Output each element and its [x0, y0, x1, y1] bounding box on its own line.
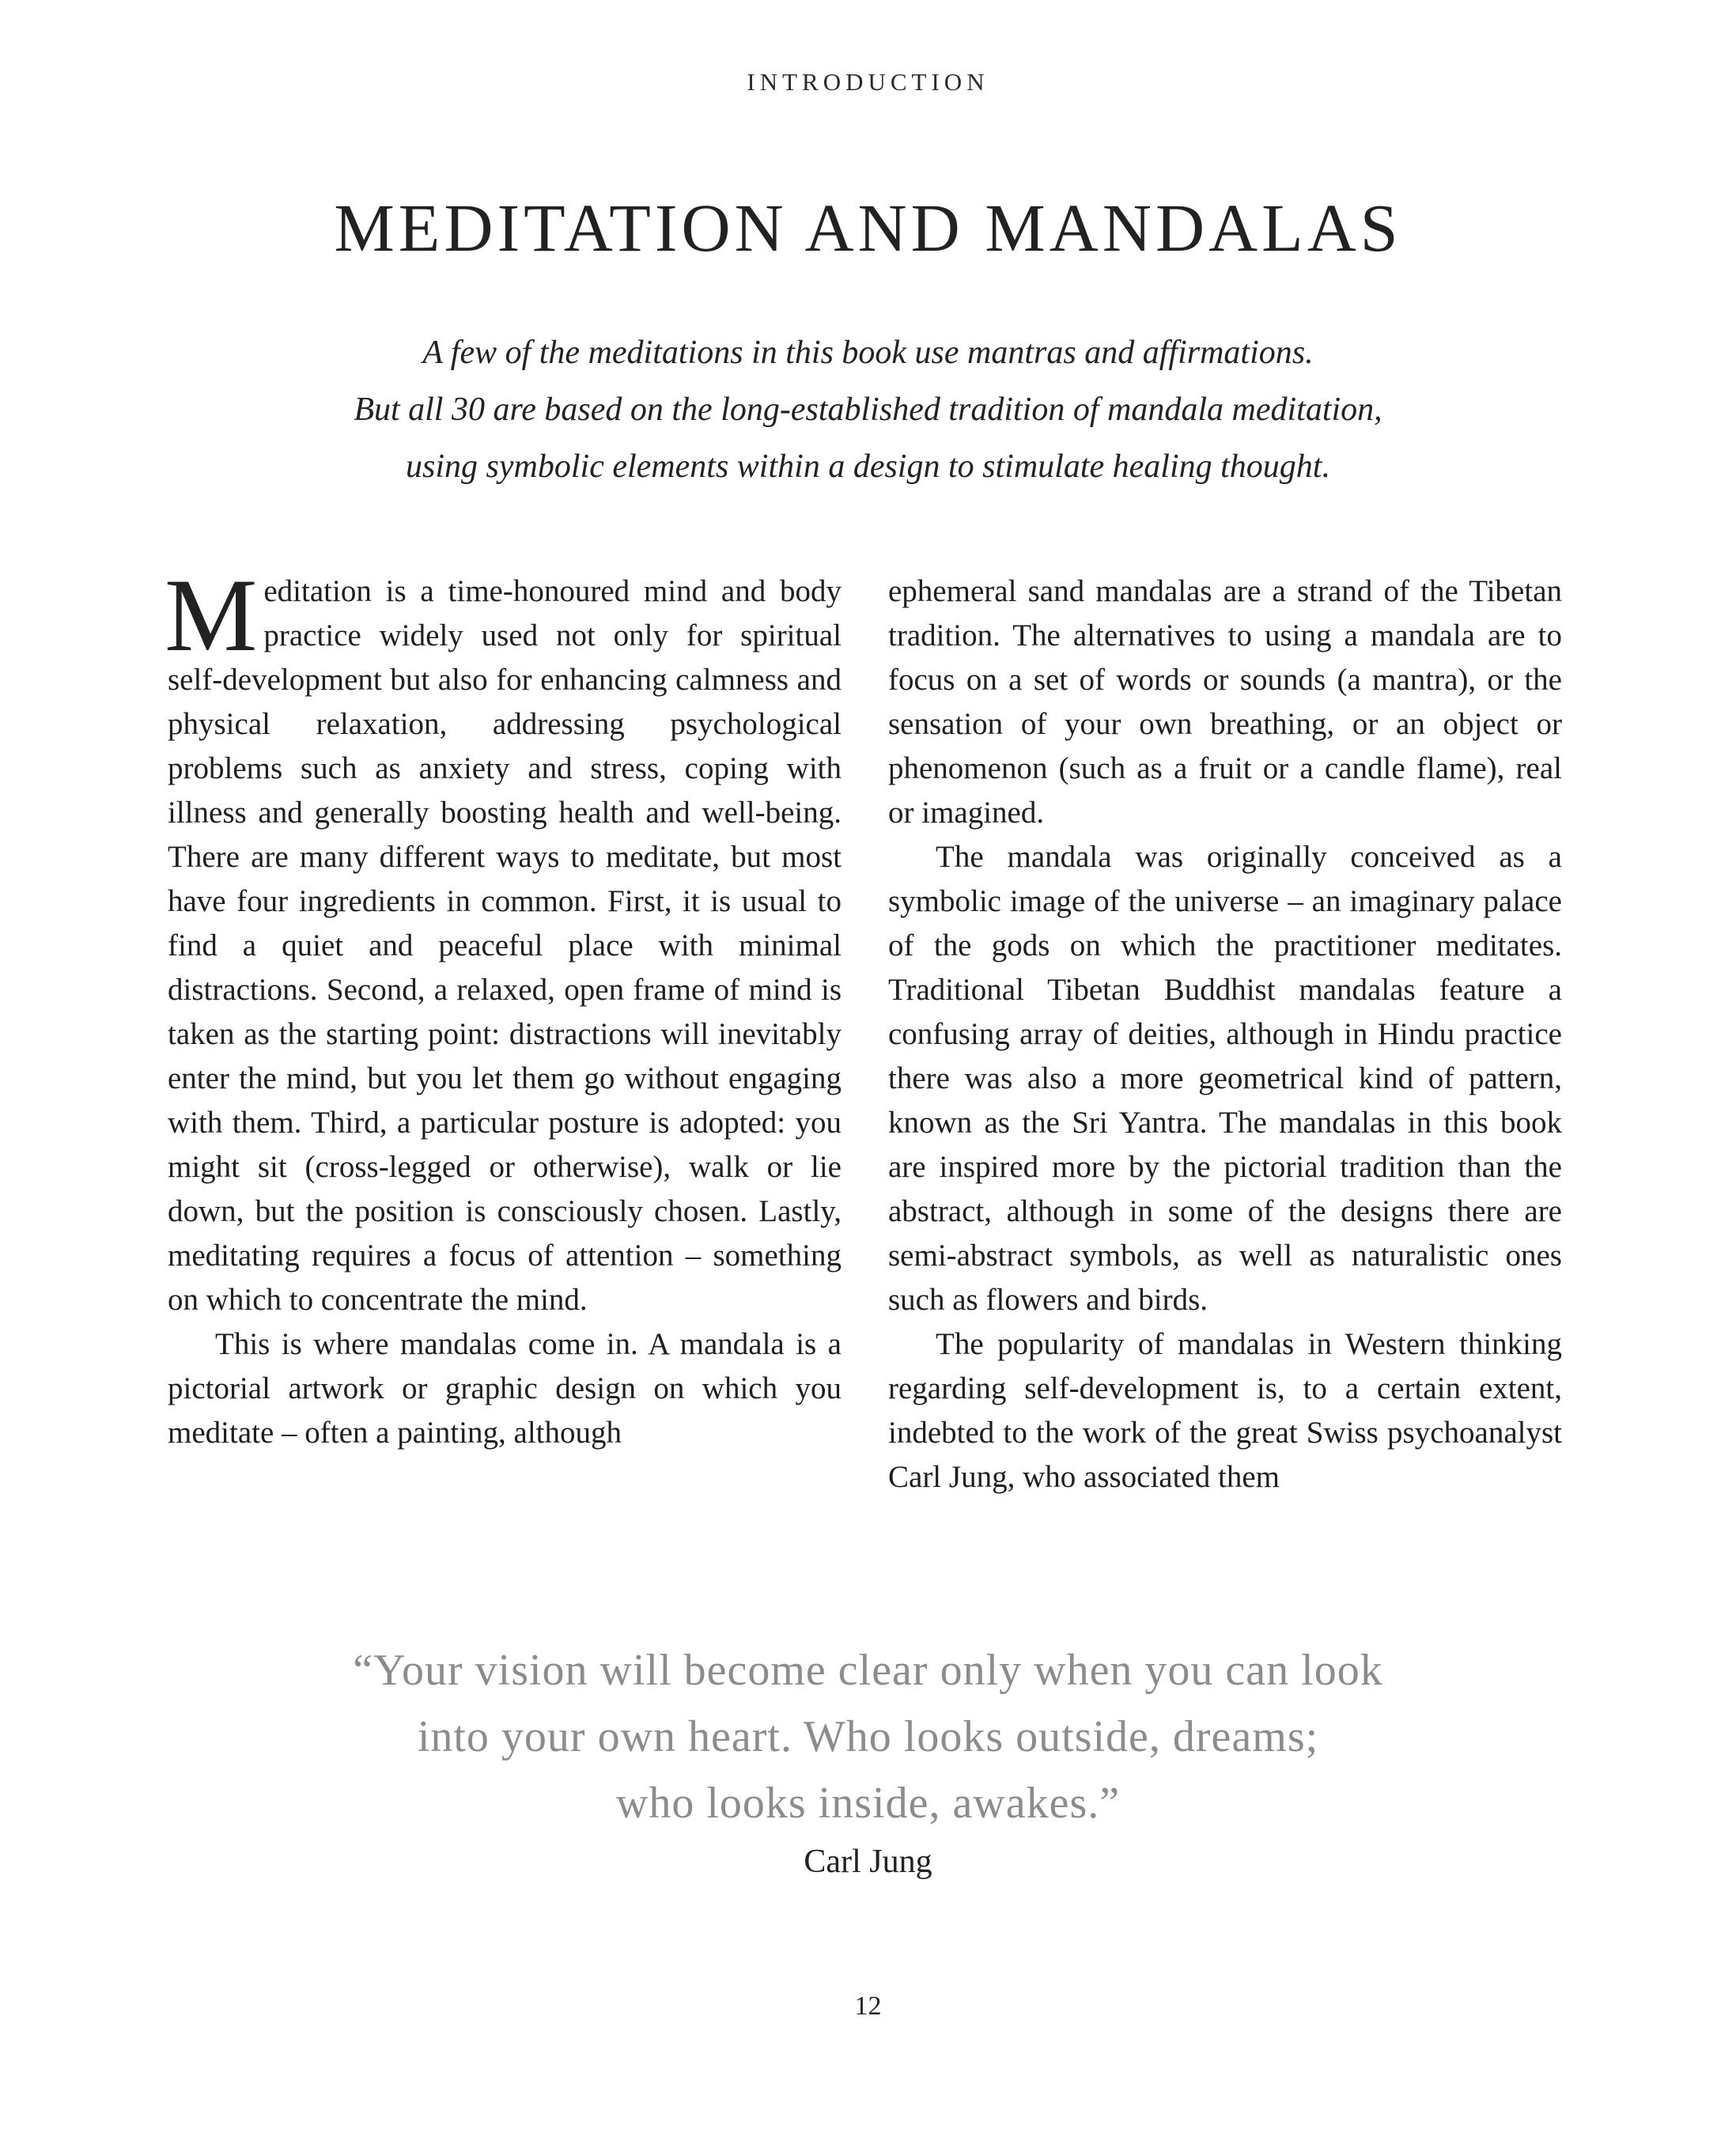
standfirst: [237, 324, 1499, 495]
body-paragraph: ephemeral sand mandalas are a strand of the Tibetan tradition. The alternatives to using a mandala are to focus on a set of words or sounds (a mantra), or the sensation of your own breathing, or an object or phenomenon (such as a fruit or a candle flame), real or imagined.: [888, 574, 1562, 830]
standfirst-line: using symbolic elements within a design to stimulate healing thought.: [406, 448, 1330, 485]
drop-cap: M: [165, 557, 258, 673]
body-column-right: [888, 569, 1562, 1500]
body-paragraph: The popularity of mandalas in Western thinking regarding self-development is, to a certain extent, indebted to the work of the great Swiss psychoanalyst Carl Jung, who associated them: [888, 1327, 1562, 1494]
standfirst-line: But all 30 are based on the long-established tradition of mandala meditation,: [354, 391, 1382, 428]
pull-quote: [221, 1637, 1515, 1836]
body-paragraph: This is where mandalas come in. A mandala is a pictorial artwork or graphic design on which you meditate – often a painting, although: [168, 1327, 842, 1450]
running-head: INTRODUCTION: [747, 68, 989, 96]
quote-line: who looks inside, awakes.”: [615, 1779, 1121, 1828]
body-paragraph: [165, 557, 842, 1322]
body-paragraph: The mandala was originally conceived as a symbolic image of the universe – an imaginary palace of the gods on which the practitioner meditates. Traditional Tibetan Buddhist mandalas feature a confusing array of deities, although in Hindu practice there was also a more geometrical kind of pattern, known as the Sri Yantra. The mandalas in this book are inspired more by the pictorial tradition than the abstract, although in some of the designs there are semi-abstract symbols, as well as naturalistic ones such as flowers and birds.: [888, 840, 1562, 1317]
paragraph-text: editation is a time-honoured mind and body practice widely used not only for spiritual self-development but also for enhancing calmness and physical relaxation, addressing psychological problems such as anxiety and stress, coping with illness and generally boosting health and well-being. There are many different ways to meditate, but most have four ingredients in common. First, it is usual to find a quiet and peaceful place with minimal distractions. Second, a relaxed, open frame of mind is taken as the starting point: distractions will inevitably enter the mind, but you let them go without engaging with them. Third, a particular posture is adopted: you might sit (cross-legged or otherwise), walk or lie down, but the position is consciously chosen. Lastly, meditating requires a focus of attention – something on which to concentrate the mind.: [168, 574, 842, 1317]
standfirst-line: A few of the meditations in this book use mantras and affirmations.: [422, 335, 1314, 371]
quote-line: into your own heart. Who looks outside, dreams;: [417, 1712, 1319, 1761]
body-column-left: [165, 557, 842, 1455]
quote-attribution: Carl Jung: [804, 1844, 932, 1880]
quote-line: “Your vision will become clear only when you can look: [353, 1646, 1383, 1695]
page-number: 12: [854, 1991, 882, 2021]
page-title: MEDITATION AND MANDALAS: [334, 190, 1402, 266]
